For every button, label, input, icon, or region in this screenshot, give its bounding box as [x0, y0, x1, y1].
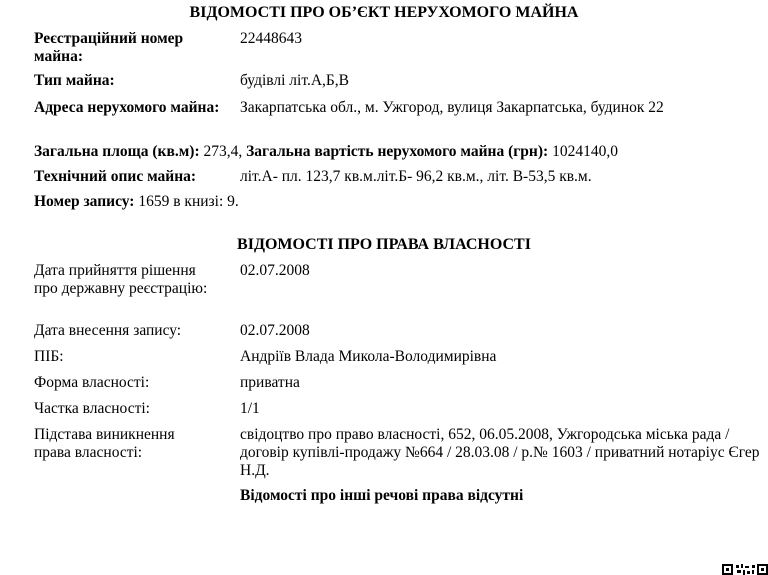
record-number-line	[34, 193, 239, 211]
reg-number-value: 22448643	[240, 30, 302, 47]
property-type-label: Тип майна:	[34, 72, 115, 89]
qr-code-icon	[722, 564, 768, 575]
area-value: 273,4,	[203, 143, 243, 160]
ownership-basis-value: свідоцтво про право власності, 652, 06.05.2008, Ужгородська міська рада / договір купівлі-продажу №664 / 28.03.08 / р.№ 1603 / приватний нотаріус Єгер Н.Д.	[240, 426, 760, 479]
owner-name-label: ПІБ:	[34, 348, 64, 365]
ownership-form-label: Форма власності:	[34, 374, 150, 391]
address-value: Закарпатська обл., м. Ужгород, вулиця Закарпатська, будинок 22	[240, 99, 664, 116]
reg-number-label: Реєстраційний номер майна:	[34, 30, 184, 65]
ownership-basis-label: Підстава виникнення права власності:	[34, 426, 175, 461]
entry-date-label: Дата внесення запису:	[34, 322, 182, 339]
address-label: Адреса нерухомого майна:	[34, 99, 220, 116]
other-rights-note: Відомості про інші речові права відсутні	[240, 487, 524, 504]
ownership-share-label: Частка власності:	[34, 400, 150, 417]
decision-date-value: 02.07.2008	[240, 262, 310, 279]
area-label: Загальна площа (кв.м):	[34, 143, 200, 160]
decision-date-label: Дата прийняття рішення про державну реєстрацію:	[34, 262, 208, 297]
record-number-value: 1659 в книзі: 9.	[138, 193, 239, 210]
ownership-share-value: 1/1	[240, 400, 260, 417]
entry-date-value: 02.07.2008	[240, 322, 310, 339]
property-type-value: будівлі літ.А,Б,В	[240, 72, 349, 89]
total-value: 1024140,0	[552, 143, 618, 160]
record-number-label: Номер запису:	[34, 193, 135, 210]
tech-description-label: Технічний опис майна:	[34, 168, 197, 185]
tech-description-value: літ.А- пл. 123,7 кв.м.літ.Б- 96,2 кв.м., літ. В-53,5 кв.м.	[240, 168, 592, 185]
owner-name-value: Андріїв Влада Микола-Володимирівна	[240, 348, 497, 365]
object-section-title: ВІДОМОСТІ ПРО ОБ’ЄКТ НЕРУХОМОГО МАЙНА	[189, 4, 579, 21]
area-value-line	[34, 143, 618, 161]
ownership-form-value: приватна	[240, 374, 300, 391]
rights-section-title: ВІДОМОСТІ ПРО ПРАВА ВЛАСНОСТІ	[237, 236, 531, 253]
total-value-label: Загальна вартість нерухомого майна (грн):	[246, 143, 549, 160]
